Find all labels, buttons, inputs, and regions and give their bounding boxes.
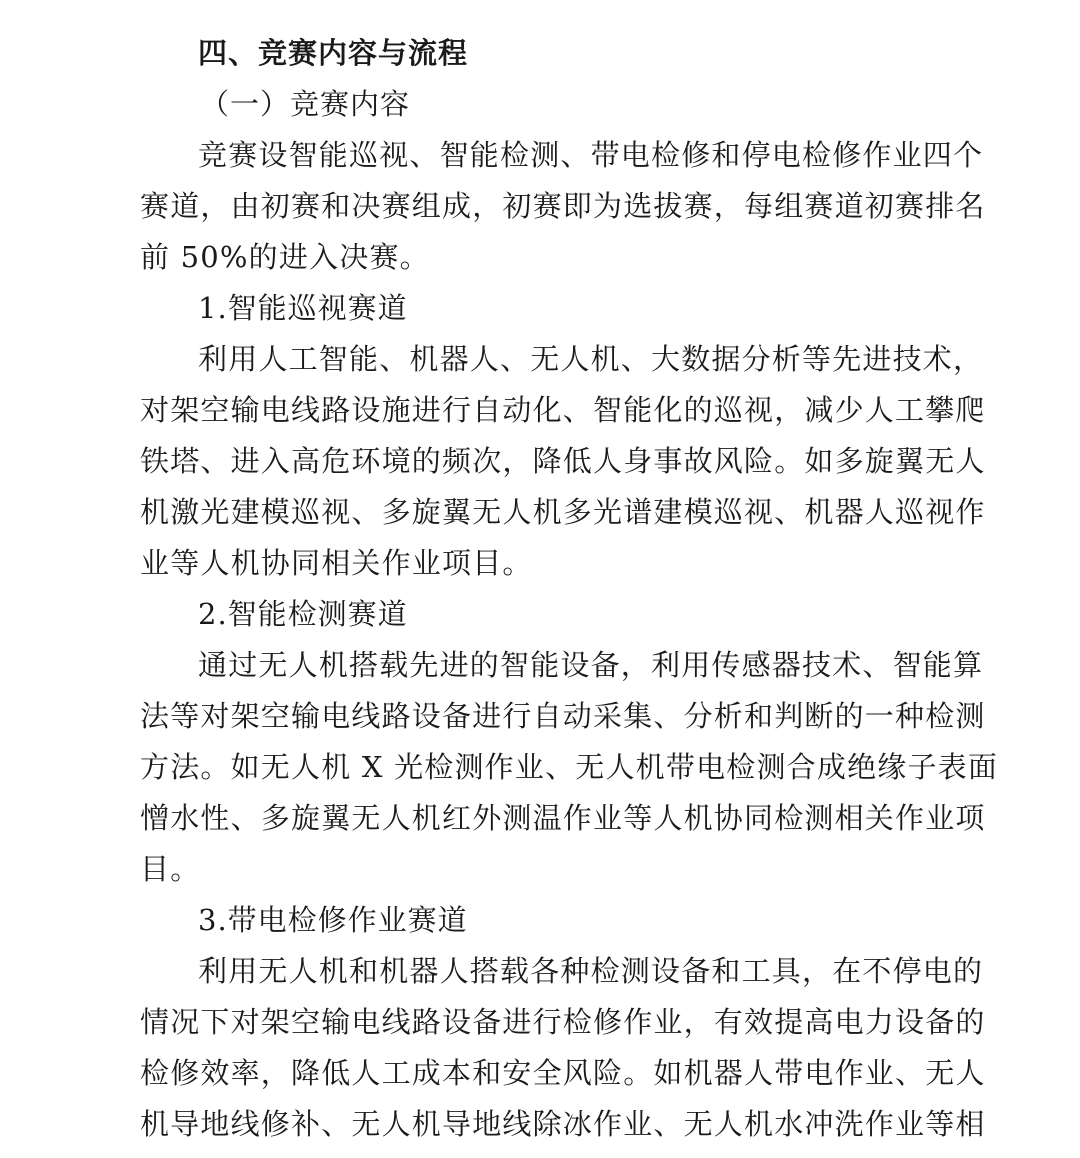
paragraph-line: 检修效率，降低人工成本和安全风险。如机器人带电作业、无人 xyxy=(140,1056,986,1090)
paragraph-line: 铁塔、进入高危环境的频次，降低人身事故风险。如多旋翼无人 xyxy=(140,444,986,478)
paragraph-line: 利用无人机和机器人搭载各种检测设备和工具，在不停电的 xyxy=(198,954,984,988)
track-title: 3.带电检修作业赛道 xyxy=(198,903,468,937)
track-title: 2.智能检测赛道 xyxy=(198,597,408,631)
paragraph-line: 情况下对架空输电线路设备进行检修作业，有效提高电力设备的 xyxy=(140,1005,986,1039)
paragraph-line: 机导地线修补、无人机导地线除冰作业、无人机水冲洗作业等相 xyxy=(140,1107,986,1141)
paragraph-line: 竞赛设智能巡视、智能检测、带电检修和停电检修作业四个 xyxy=(198,138,984,172)
paragraph-line: 赛道，由初赛和决赛组成，初赛即为选拔赛，每组赛道初赛排名 xyxy=(140,189,986,223)
track-title: 1.智能巡视赛道 xyxy=(198,291,408,325)
paragraph-line: 目。 xyxy=(140,852,201,886)
paragraph-line: 利用人工智能、机器人、无人机、大数据分析等先进技术， xyxy=(198,342,984,376)
paragraph-line: 前 50%的进入决赛。 xyxy=(140,240,430,274)
section-heading: 四、竞赛内容与流程 xyxy=(198,36,469,70)
paragraph-line: 憎水性、多旋翼无人机红外测温作业等人机协同检测相关作业项 xyxy=(140,801,986,835)
paragraph-line: 机激光建模巡视、多旋翼无人机多光谱建模巡视、机器人巡视作 xyxy=(140,495,986,529)
paragraph-line: 方法。如无人机 X 光检测作业、无人机带电检测合成绝缘子表面 xyxy=(140,750,999,784)
paragraph-line: 业等人机协同相关作业项目。 xyxy=(140,546,533,580)
paragraph-line: 对架空输电线路设施进行自动化、智能化的巡视，减少人工攀爬 xyxy=(140,393,986,427)
subsection-heading: （一）竞赛内容 xyxy=(200,87,411,121)
paragraph-line: 法等对架空输电线路设备进行自动采集、分析和判断的一种检测 xyxy=(140,699,986,733)
paragraph-line: 通过无人机搭载先进的智能设备，利用传感器技术、智能算 xyxy=(198,648,984,682)
